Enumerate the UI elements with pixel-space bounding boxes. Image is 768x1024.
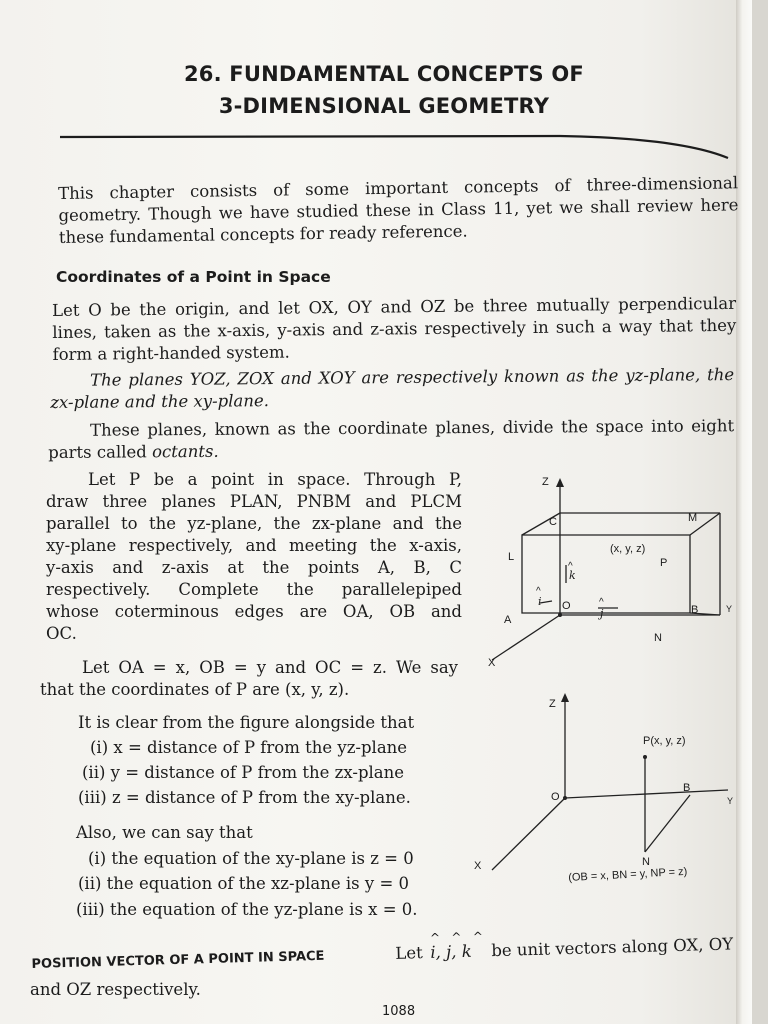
p3-octants: octants. (152, 441, 219, 462)
fig1-k-hat-mark: ^ (568, 561, 573, 572)
bn-line (645, 795, 690, 852)
fig1-label-m: M (688, 512, 698, 524)
p6-line-1: It is clear from the figure alongside that (78, 713, 415, 732)
p5-line-2: that the coordinates of P are (x, y, z). (40, 680, 350, 699)
p7-item-3: (iii) the equation of the yz-plane is x = 0. (76, 899, 418, 919)
p1-line-3: form a right-handed system. (52, 342, 290, 364)
fig1-label-y: Y (726, 604, 733, 614)
fig1-label-point: (x, y, z) (610, 543, 646, 555)
fig1-label-n: N (654, 632, 662, 644)
fig1-label-i: i (538, 595, 542, 608)
chapter-title-line2: 3-DIMENSIONAL GEOMETRY (218, 94, 550, 118)
x-axis-line (492, 615, 560, 660)
p4-line-4: xy-plane respectively, and meeting the x-axis, (46, 536, 462, 555)
fig1-label-j: j (600, 607, 604, 620)
p4-line-5: y-axis and z-axis at the points A, B, C (46, 558, 462, 577)
pv-text-suffix: be unit vectors along OX, OY (491, 934, 734, 961)
fig1-label-c: C (549, 516, 557, 528)
section-heading-position-vector: POSITION VECTOR OF A POINT IN SPACE (31, 948, 325, 972)
fig2-label-y: Y (727, 796, 734, 806)
fig1-label-a: A (504, 614, 512, 626)
p6-item-1: (i) x = distance of P from the yz-plane (90, 738, 408, 757)
intro-line-1: This chapter consists of some important concepts of three-dimensional (58, 173, 739, 203)
p4-line-3: parallel to the yz-plane, the zx-plane and the (46, 514, 462, 533)
fig1-label-x: X (488, 657, 496, 669)
fig2-label-z: Z (549, 698, 556, 710)
p6-item-2: (ii) y = distance of P from the zx-plane (82, 763, 405, 782)
p4-line-8: OC. (46, 624, 77, 643)
fig1-label-k: k (569, 569, 576, 582)
i-vector (540, 601, 552, 603)
z-axis-arrow (556, 478, 564, 487)
fig1-i-hat-mark: ^ (536, 586, 541, 597)
page-number: 1088 (382, 1004, 416, 1019)
section-heading-coordinates: Coordinates of a Point in Space (56, 268, 331, 286)
p3-line-2-prefix: parts called (48, 442, 147, 462)
fig1-label-l: L (508, 551, 515, 563)
p3-line-1: These planes, known as the coordinate planes, divide the space into eight (90, 416, 735, 440)
fig1-label-p: P (660, 557, 668, 569)
p4-line-6: respectively. Complete the parallelepiped (46, 580, 462, 599)
p4-line-2: draw three planes PLAN, PNBM and PLCM (46, 492, 462, 511)
origin2-dot (563, 796, 567, 800)
fig1-label-z: Z (542, 476, 549, 488)
fig2-caption: (OB = x, BN = y, NP = z) (568, 865, 688, 884)
title-rule (0, 0, 752, 170)
fig2-label-x: X (474, 860, 482, 872)
y2-axis-line (565, 790, 728, 798)
p1-line-1: Let O be the origin, and let OX, OY and OZ be three mutually perpendicular (52, 293, 737, 320)
fig2-label-point: P(x, y, z) (643, 735, 686, 747)
pv-line-2: and OZ respectively. (30, 980, 201, 999)
chapter-title-line1: 26. FUNDAMENTAL CONCEPTS OF (184, 62, 584, 86)
fig2-label-b: B (683, 782, 691, 794)
pv-text-prefix: Let (395, 943, 423, 963)
p4-line-1: Let P be a point in space. Through P, (88, 470, 462, 489)
p4-line-7: whose coterminous edges are OA, OB and (46, 602, 462, 621)
intro-line-3: these fundamental concepts for ready reference. (58, 221, 468, 247)
fig1-label-b: B (691, 604, 699, 616)
parallelepiped-figure (470, 465, 750, 680)
z2-axis-arrow (561, 693, 569, 702)
p7-item-2: (ii) the equation of the xz-plane is y = 0 (78, 874, 410, 893)
pv-hats: ^ ^ ^ (429, 929, 484, 945)
fig2-label-n: N (642, 856, 650, 868)
fig1-j-hat-mark: ^ (599, 597, 604, 608)
p2-line-1: The planes YOZ, ZOX and XOY are respectively known as the yz-plane, the (90, 365, 735, 390)
pv-unit-vectors: i, j, k (430, 941, 472, 962)
point-distance-figure (470, 690, 750, 890)
fig1-label-o: O (562, 600, 571, 612)
x2-axis-line (492, 798, 565, 870)
p1-line-2: lines, taken as the x-axis, y-axis and z-axis respectively in such a way that they (52, 315, 737, 342)
p7-line-1: Also, we can say that (76, 823, 253, 842)
intro-line-2: geometry. Though we have studied these in Class 11, yet we shall review here (58, 195, 739, 225)
p5-line-1: Let OA = x, OB = y and OC = z. We say (82, 658, 458, 677)
point-p-dot (643, 755, 647, 759)
fig2-label-o: O (551, 791, 560, 803)
origin-dot (558, 613, 562, 617)
p7-item-1: (i) the equation of the xy-plane is z = 0 (88, 848, 414, 868)
p6-item-3: (iii) z = distance of P from the xy-plane. (78, 788, 411, 807)
p2-line-2: zx-plane and the xy-plane. (50, 391, 270, 412)
